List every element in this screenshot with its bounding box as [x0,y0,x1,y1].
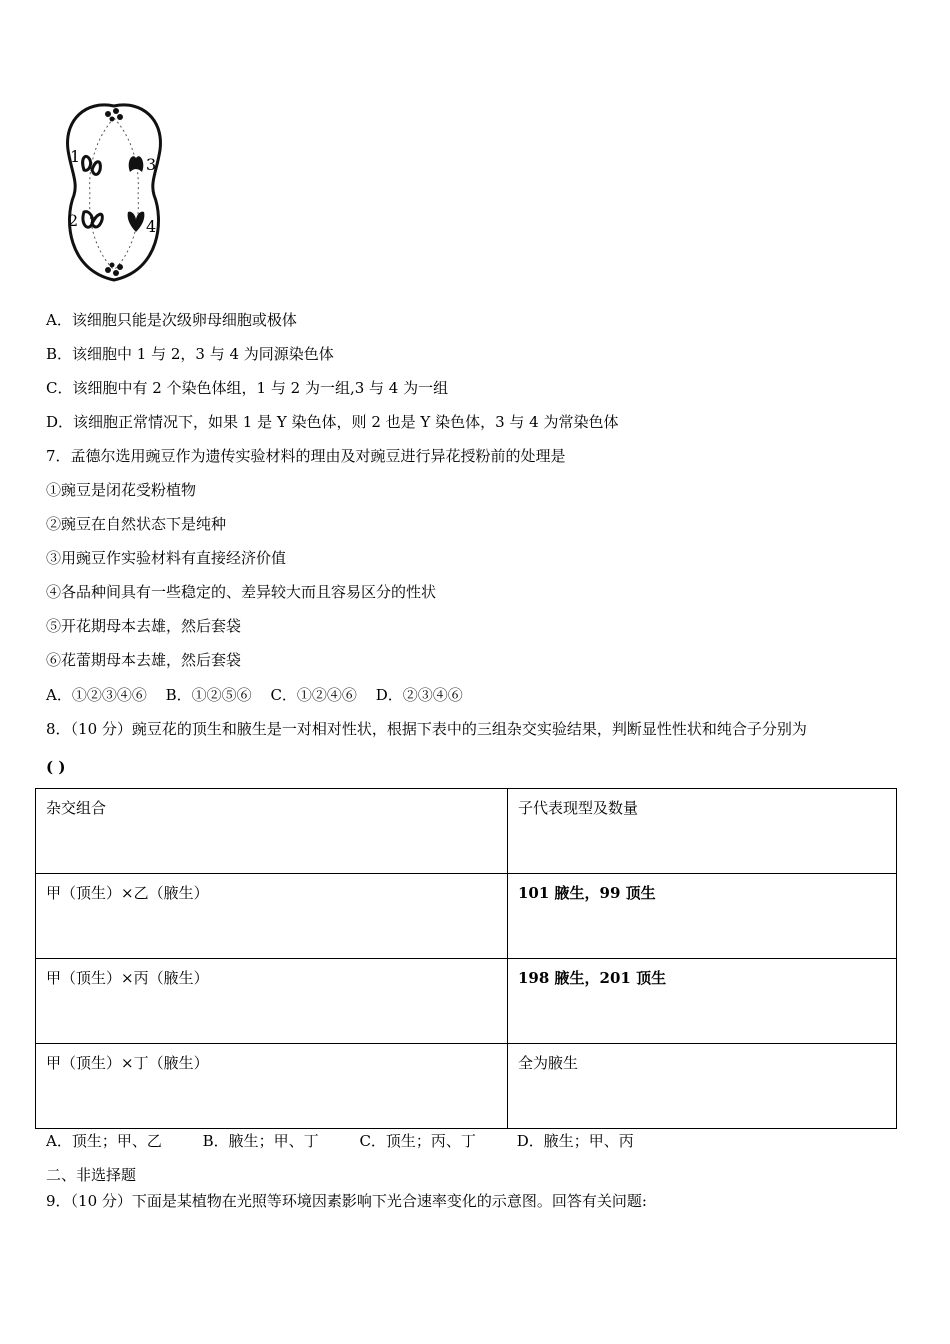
table-cell: 甲（顶生）×丙（腋生） [36,959,508,1044]
table-row [36,874,897,959]
q6-option-d: D．该细胞正常情况下，如果 1 是 Y 染色体，则 2 也是 Y 染色体，3 与 4 为常染色体 [46,413,619,431]
centrosome-top [105,108,123,122]
q9-stem: 9．（10 分）下面是某植物在光照等环境因素影响下光合速率变化的示意图。回答有关问题: [46,1192,647,1210]
table-cell: 全为腋生 [508,1044,897,1129]
table-header-offspring: 子代表现型及数量 [508,789,897,874]
q7-option-d: D．②③④⑥ [375,686,463,704]
q7-options [46,685,463,705]
table-row [36,1044,897,1129]
cell-division-figure [56,100,172,286]
chromosome-3 [129,156,144,172]
label-2: 2 [68,211,79,230]
q7-item-4: ④各品种间具有一些稳定的、差异较大而且容易区分的性状 [46,583,437,601]
q8-options [46,1131,634,1151]
chromosome-1 [83,156,101,174]
spindle-lines [90,118,139,270]
label-3: 3 [146,155,157,174]
chromosome-4 [128,212,145,232]
q7-item-6: ⑥花蕾期母本去雄，然后套袋 [46,651,242,669]
label-1: 1 [70,147,81,166]
table-cell: 甲（顶生）×丁（腋生） [36,1044,508,1129]
q7-option-a: A．①②③④⑥ [46,686,147,704]
cell-outline [68,105,161,280]
q8-option-b: B．腋生；甲、丁 [202,1132,319,1150]
table-cell: 甲（顶生）×乙（腋生） [36,874,508,959]
q6-option-c: C．该细胞中有 2 个染色体组，1 与 2 为一组,3 与 4 为一组 [46,379,449,397]
table-cell: 198 腋生，201 顶生 [508,959,897,1044]
q7-option-c: C．①②④⑥ [270,686,357,704]
table-cell: 101 腋生，99 顶生 [508,874,897,959]
q7-item-2: ②豌豆在自然状态下是纯种 [46,515,227,533]
label-4: 4 [146,217,157,236]
q8-stem: 8．（10 分）豌豆花的顶生和腋生是一对相对性状，根据下表中的三组杂交实验结果，判断显性性状和纯合子分别为 [46,720,807,738]
table-row [36,959,897,1044]
q8-option-c: C．顶生；丙、丁 [359,1132,476,1150]
table-header-row [36,789,897,874]
q6-option-a: A．该细胞只能是次级卵母细胞或极体 [46,311,297,329]
section-heading: 二、非选择题 [46,1166,137,1184]
chromosome-2 [83,212,102,228]
table-header-cross: 杂交组合 [36,789,508,874]
q8-stem-tail: ( ) [46,758,66,776]
q6-option-b: B．该细胞中 1 与 2，3 与 4 为同源染色体 [46,345,334,363]
q7-option-b: B．①②⑤⑥ [165,686,252,704]
q7-item-5: ⑤开花期母本去雄，然后套袋 [46,617,242,635]
q7-item-3: ③用豌豆作实验材料有直接经济价值 [46,549,287,567]
cross-results-table [35,788,897,1129]
q8-option-d: D．腋生；甲、丙 [516,1132,634,1150]
q7-item-1: ①豌豆是闭花受粉植物 [46,481,197,499]
q7-stem: 7．孟德尔选用豌豆作为遗传实验材料的理由及对豌豆进行异花授粉前的处理是 [46,447,566,465]
centrosome-bottom [105,263,123,277]
q8-option-a: A．顶生；甲、乙 [46,1132,162,1150]
